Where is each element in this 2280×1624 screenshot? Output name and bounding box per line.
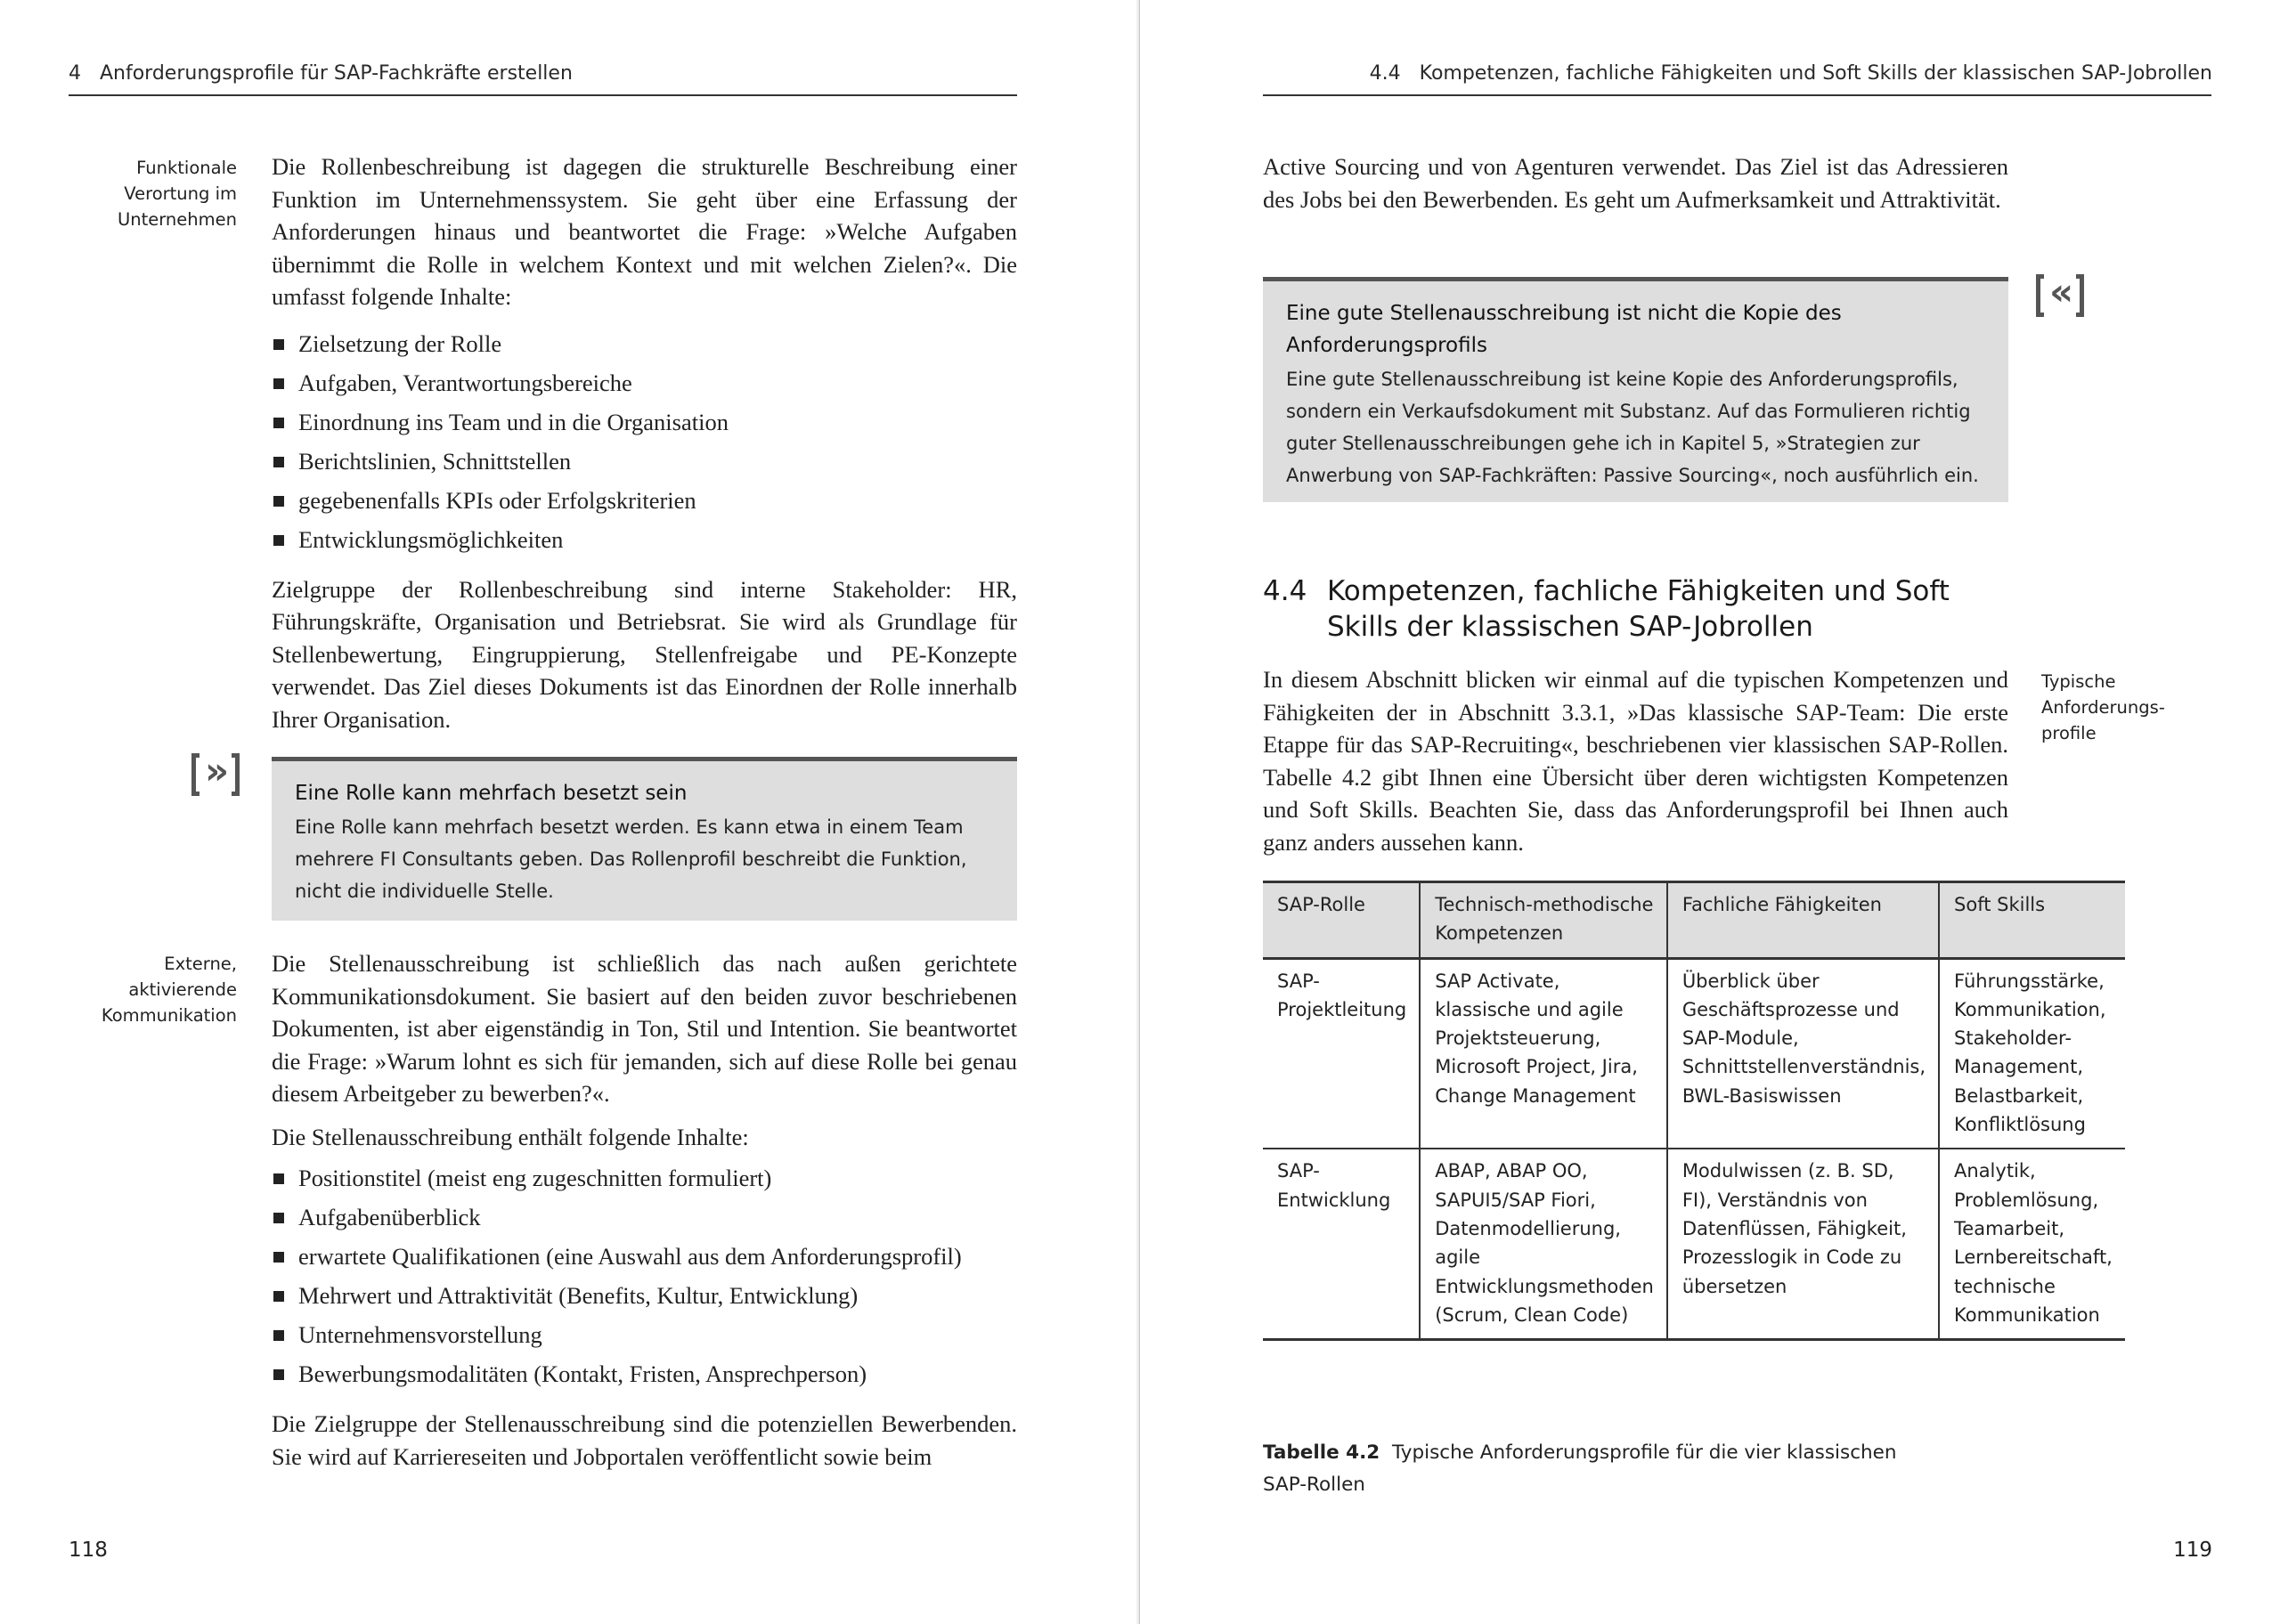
double-arrow-left-icon: «	[2049, 270, 2074, 313]
table-header-cell: Soft Skills	[1939, 882, 2125, 959]
note-box-body: Eine Rolle kann mehrfach besetzt werden. Es kann etwa in einem Team mehrere FI Consultants geben. Das Rollenprofil beschreibt die Funktion, nicht die individuelle Stelle.	[295, 816, 967, 902]
section-heading-text: Kompetenzen, fachliche Fähigkeiten und Soft Skills der klassischen SAP-Jobrollen	[1327, 575, 1950, 643]
page-number-left: 118	[69, 1539, 108, 1562]
table-cell: ABAP, ABAP OO, SAPUI5/SAP Fiori, Datenmodellierung, agile Entwicklungsmethoden (Scrum, Clean Code)	[1420, 1149, 1667, 1339]
paragraph: Die Stellenausschreibung ist schließlich das nach außen gerichtete Kommunikationsdokument. Sie basiert auf den beiden zuvor beschriebenen Dokumenten, ist aber eigenständig in Ton, Stil und Intention. Sie beantwortet die Frage: »Warum lohnt es sich für jemanden, sich auf diese Rolle bei genau diesem Arbeitgeber zu bewerben?«.	[272, 950, 1017, 1107]
list-item: Berichtslinien, Schnittstellen	[272, 442, 1017, 481]
chapter-title: Anforderungsprofile für SAP-Fachkräfte erstellen	[99, 62, 573, 85]
right-body-block-2	[1263, 663, 2008, 869]
section-heading	[1263, 573, 2011, 646]
table-row	[1263, 958, 2125, 1149]
margin-note-typical-profiles	[2041, 669, 2193, 746]
table-cell: SAP-Projektleitung	[1277, 970, 1407, 1020]
table-cell: SAP Activate, klassische und agile Projektsteuerung, Microsoft Project, Jira, Change Management	[1420, 958, 1667, 1149]
margin-note-line: Anforderungs-	[2041, 697, 2165, 718]
running-head-right	[1370, 62, 2212, 85]
header-rule	[1263, 94, 2211, 96]
margin-note-line: Externe,	[164, 954, 237, 974]
right-page	[1139, 0, 2280, 1624]
paragraph: In diesem Abschnitt blicken wir einmal auf die typischen Kompetenzen und Fähigkeiten der in Abschnitt 3.3.1, »Das klassische SAP-Team: Die erste Etappe für das SAP-Recruiting«, beschriebenen vier klassischen SAP-Rollen. Tabelle 4.2 gibt Ihnen eine Übersicht über deren wichtigsten Kompetenzen und Soft Skills. Beachten Sie, dass das Anforderungsprofil bei Ihnen auch ganz anders aussehen kann.	[1263, 666, 2008, 856]
double-arrow-right-icon: »	[205, 749, 230, 792]
margin-note-functional-placement	[53, 155, 237, 232]
paragraph: Active Sourcing und von Agenturen verwendet. Das Ziel ist das Adressieren des Jobs bei den Bewerbenden. Es geht um Aufmerksamkeit und Attraktivität.	[1263, 153, 2008, 213]
table-header-row	[1263, 882, 2125, 959]
note-box-title: Eine gute Stellenausschreibung ist nicht die Kopie des Anforderungsprofils	[1286, 302, 1842, 357]
table-caption-label: Tabelle 4.2	[1263, 1441, 1380, 1464]
note-box-title: Eine Rolle kann mehrfach besetzt sein	[295, 782, 688, 805]
bracket-right-icon	[2076, 274, 2084, 317]
bracket-left-icon	[2036, 274, 2044, 317]
list-item: Bewerbungsmodalitäten (Kontakt, Fristen, Ansprechperson)	[272, 1354, 1017, 1393]
bracket-left-icon	[191, 753, 200, 796]
note-box-icon	[191, 749, 240, 796]
header-rule	[69, 94, 1017, 96]
list-item: Zielsetzung der Rolle	[272, 324, 1017, 363]
running-head-left	[69, 62, 573, 85]
bracket-right-icon	[232, 753, 240, 796]
note-box-body: Eine gute Stellenausschreibung ist keine Kopie des Anforderungsprofils, sondern ein Verkaufsdokument mit Substanz. Auf das Formulieren richtig guter Stellenausschreibungen gehe ich in Kapitel 5, »Strategien zur Anwerbung von SAP-Fachkräften: Passive Sourcing«, noch ausführlich ein.	[1286, 369, 1979, 486]
left-page	[0, 0, 1139, 1624]
table-cell: Führungsstärke, Kommunikation, Stakeholder-Management, Belastbarkeit, Konfliktlösung	[1939, 958, 2125, 1149]
margin-note-line: Kommunikation	[101, 1005, 237, 1026]
table-header-cell: Fachliche Fähigkeiten	[1667, 882, 1939, 959]
paragraph: Die Zielgruppe der Stellenausschreibung sind die potenziellen Bewerbenden. Sie wird auf Karriereseiten und Jobportalen veröffentlicht sowie beim	[272, 1410, 1017, 1470]
list-item: Positionstitel (meist eng zugeschnitten formuliert)	[272, 1158, 1017, 1198]
list-item: Einordnung ins Team und in die Organisation	[272, 402, 1017, 442]
paragraph: Die Stellenausschreibung enthält folgende Inhalte:	[272, 1123, 749, 1150]
margin-note-line: Typische	[2041, 671, 2116, 692]
section-title: Kompetenzen, fachliche Fähigkeiten und Soft Skills der klassischen SAP-Jobrollen	[1419, 62, 2212, 85]
table-cell: Analytik, Problemlösung, Teamarbeit, Lernbereitschaft, technische Kommunikation	[1939, 1149, 2125, 1339]
table-header-cell: SAP-Rolle	[1263, 882, 1420, 959]
margin-note-line: Unternehmen	[117, 209, 237, 230]
list-item: Entwicklungsmöglichkeiten	[272, 520, 1017, 559]
list-item: erwartete Qualifikationen (eine Auswahl aus dem Anforderungsprofil)	[272, 1237, 1017, 1276]
table-cell: Modulwissen (z. B. SD, FI), Verständnis von Datenflüssen, Fähigkeit, Prozesslogik in Code zu übersetzen	[1667, 1149, 1939, 1339]
table-cell: Überblick über Geschäftsprozesse und SAP-Module, Schnittstellenverständnis, BWL-Basiswissen	[1667, 958, 1939, 1149]
table-row	[1263, 1149, 2125, 1339]
paragraph: Zielgruppe der Rollenbeschreibung sind interne Stakeholder: HR, Führungskräfte, Organisation und Betriebsrat. Sie wird als Grundlage für Stellenbewertung, Eingruppierung, Stellenfreigabe und PE-Konzepte verwendet. Das Ziel dieses Dokuments ist das Einordnen der Rolle innerhalb Ihrer Organisation.	[272, 575, 1017, 733]
margin-note-line: aktivierende	[128, 979, 237, 1000]
left-body-block-2	[272, 947, 1017, 1483]
job-ad-contents-list	[272, 1158, 1017, 1393]
table-header-cell: Technisch-methodische Kompetenzen	[1420, 882, 1667, 959]
margin-note-line: Funktionale	[136, 158, 237, 178]
paragraph: Die Rollenbeschreibung ist dagegen die strukturelle Beschreibung einer Funktion im Unternehmenssystem. Sie geht über eine Erfassung der Anforderungen hinaus und beantwortet die Frage: »Welche Aufgaben übernimmt die Rolle in welchem Kontext und mit welchen Zielen?«. Die umfasst folgende Inhalte:	[272, 153, 1017, 310]
margin-note-line: Verortung im	[124, 183, 237, 204]
list-item: gegebenenfalls KPIs oder Erfolgskriterien	[272, 481, 1017, 520]
table-caption-text: Typische Anforderungsprofile für die vier klassischen SAP-Rollen	[1263, 1441, 1897, 1496]
page-number-right: 119	[2173, 1539, 2212, 1562]
chapter-number: 4	[69, 62, 81, 85]
note-box-role	[272, 757, 1017, 921]
margin-note-external-communication	[53, 951, 237, 1028]
margin-note-line: profile	[2041, 723, 2097, 743]
table-cell: SAP-Entwicklung	[1277, 1160, 1391, 1211]
section-number: 4.4	[1369, 62, 1401, 85]
list-item: Unternehmensvorstellung	[272, 1315, 1017, 1354]
table-caption	[1263, 1437, 1904, 1501]
note-box-job-ad	[1263, 277, 2008, 502]
note-box-icon	[2036, 270, 2084, 317]
list-item: Aufgaben, Verantwortungsbereiche	[272, 363, 1017, 402]
list-item: Mehrwert und Attraktivität (Benefits, Kultur, Entwicklung)	[272, 1276, 1017, 1315]
right-body-block-1	[1263, 150, 2008, 226]
list-item: Aufgabenüberblick	[272, 1198, 1017, 1237]
role-contents-list	[272, 324, 1017, 559]
competency-table	[1263, 881, 2125, 1341]
section-heading-number: 4.4	[1263, 575, 1307, 607]
left-body-block-1	[272, 150, 1017, 746]
